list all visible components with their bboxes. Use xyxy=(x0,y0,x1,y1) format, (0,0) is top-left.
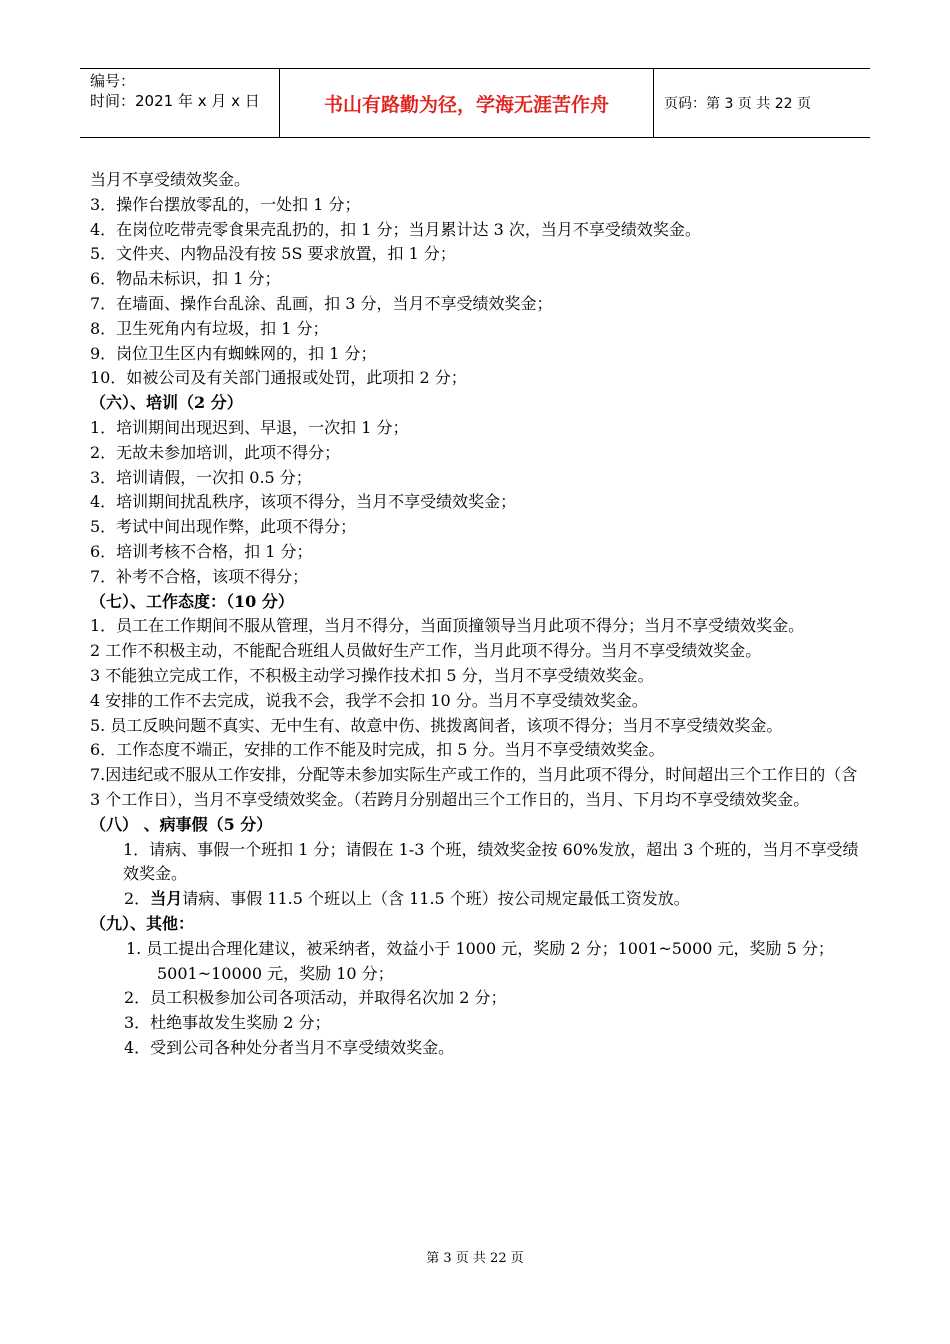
list-item: 6．物品未标识，扣 1 分； xyxy=(90,269,281,289)
section-heading-training: （六）、培训（2 分） xyxy=(90,393,243,413)
list-item xyxy=(90,887,870,912)
header-meta xyxy=(80,69,280,137)
section-heading-leave: （八） 、病事假（5 分） xyxy=(90,814,273,834)
list-item: 3．操作台摆放零乱的，一处扣 1 分； xyxy=(90,194,361,214)
page-footer: 第 3 页 共 22 页 xyxy=(426,1251,524,1266)
document-body xyxy=(90,168,870,1061)
list-item: 4．在岗位吃带壳零食果壳乱扔的，扣 1 分；当月累计达 3 次，当月不享受绩效奖金。 xyxy=(90,219,701,239)
list-item: 1．员工在工作期间不服从管理，当月不得分，当面顶撞领导当月此项不得分；当月不享受绩效奖金。 xyxy=(90,616,805,636)
list-item: 3．杜绝事故发生奖励 2 分； xyxy=(124,1013,331,1033)
list-item: 7.因违纪或不服从工作安排，分配等未参加实际生产或工作的，当月此项不得分，时间超出三个工作日的（含 3 个工作日），当月不享受绩效奖金。（若跨月分别超出三个工作日的，当月、下月均不享受绩效奖金。 xyxy=(90,765,858,809)
header-motto: 书山有路勤为径，学海无涯苦作舟 xyxy=(280,69,654,137)
list-item: 6．工作态度不端正，安排的工作不能及时完成，扣 5 分。当月不享受绩效奖金。 xyxy=(90,740,665,760)
list-item: 7．补考不合格，该项不得分； xyxy=(90,566,309,586)
section-heading-other: （九）、其他： xyxy=(90,913,195,933)
list-item: 1．请病、事假一个班扣 1 分；请假在 1-3 个班，绩效奖金按 60%发放，超出 3 个班的，当月不享受绩效奖金。 xyxy=(123,839,859,884)
list-item: 3．培训请假，一次扣 0.5 分； xyxy=(90,467,312,487)
list-item: 2．员工积极参加公司各项活动，并取得名次加 2 分； xyxy=(124,988,507,1008)
body-line: 当月不享受绩效奖金。 xyxy=(90,170,251,189)
document-number-label: 编号： xyxy=(90,72,136,90)
list-item: 8．卫生死角内有垃圾，扣 1 分； xyxy=(90,318,329,338)
list-item: 9．岗位卫生区内有蜘蛛网的，扣 1 分； xyxy=(90,343,377,363)
header-page-info: 页码：第 3 页 共 22 页 xyxy=(664,96,811,112)
list-item: 4．受到公司各种处分者当月不享受绩效奖金。 xyxy=(124,1037,455,1057)
item-number: 2． xyxy=(124,889,151,909)
section-heading-work-attitude: （七）、工作态度：（10 分） xyxy=(90,591,294,611)
list-item: 5. 员工反映问题不真实、无中生有、故意中伤、挑拨离间者，该项不得分；当月不享受绩效奖金。 xyxy=(90,715,783,735)
list-item: 6．培训考核不合格，扣 1 分； xyxy=(90,541,313,561)
list-item: 10．如被公司及有关部门通报或处罚，此项扣 2 分； xyxy=(90,368,467,388)
list-item: 2 工作不积极主动，不能配合班组人员做好生产工作，当月此项不得分。当月不享受绩效奖金。 xyxy=(90,641,762,661)
list-item: 5．文件夹、内物品没有按 5S 要求放置，扣 1 分； xyxy=(90,244,456,264)
list-item: 4 安排的工作不去完成，说我不会，我学不会扣 10 分。当月不享受绩效奖金。 xyxy=(90,690,648,710)
list-item: 5．考试中间出现作弊，此项不得分； xyxy=(90,517,357,537)
page-header xyxy=(80,68,870,138)
list-item: 3 不能独立完成工作，不积极主动学习操作技术扣 5 分，当月不享受绩效奖金。 xyxy=(90,665,654,685)
item-text: 请病、事假 11.5 个班以上（含 11.5 个班）按公司规定最低工资发放。 xyxy=(182,889,690,909)
emphasis-text: 当月 xyxy=(150,889,183,909)
list-item: 2．无故未参加培训，此项不得分； xyxy=(90,442,341,462)
document-date: 时间：2021 年 x 月 x 日 xyxy=(90,92,260,110)
list-item: 1. 员工提出合理化建议，被采纳者，效益小于 1000 元，奖励 2 分；1001~5000 元，奖励 5 分；5001~10000 元，奖励 10 分； xyxy=(126,938,834,983)
list-item: 4．培训期间扰乱秩序，该项不得分，当月不享受绩效奖金； xyxy=(90,492,517,512)
list-item: 1．培训期间出现迟到、早退，一次扣 1 分； xyxy=(90,417,409,437)
list-item: 7．在墙面、操作台乱涂、乱画，扣 3 分，当月不享受绩效奖金； xyxy=(90,293,553,313)
